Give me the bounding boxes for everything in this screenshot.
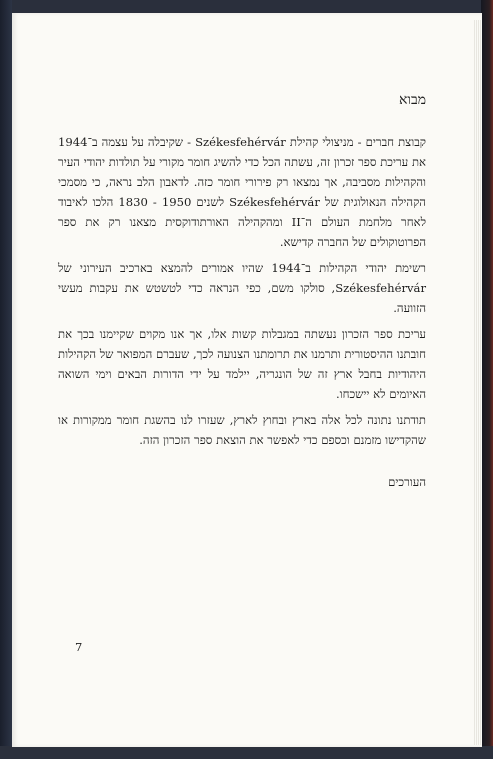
editors-signature: העורכים bbox=[388, 475, 426, 489]
section-title: מבוא bbox=[398, 92, 426, 108]
paragraph-1: קבוצת חברים - מניצולי קהילת Székesfehérvár - שקיבלה על עצמה ב־1944 את עריכת ספר זכרון זה, עשתה הכל כדי להשיג חומר מקורי על תולדות יהודי העיר והקהילות מסביבה, אך נמצאו רק פירורי חומר כזה. לדאבון הלב נראה, כי מסמכי הקהילה הנאולוגית של Székesfehérvár לשנים 1950 - 1830 הלכו לאיבוד לאחר מלחמת העולם ה־II ומהקהילה האורתודוקסית מצאנו רק את ספר הפרוטוקולים של החברה קדישא. bbox=[58, 135, 426, 249]
page-number: 7 bbox=[75, 640, 83, 654]
paragraph-4: תודתנו נתונה לכל אלה בארץ ובחוץ לארץ, שעזרו לנו בהשגת חומר ממקורות או שהקדישו מזמנם וכספם כדי לאפשר את הוצאת ספר הזכרון הזה. bbox=[58, 413, 426, 447]
scan-background-bottom bbox=[0, 746, 493, 759]
page-stack-edge bbox=[474, 20, 481, 745]
paragraph-3: עריכת ספר הזכרון נעשתה במגבלות קשות אלו, אך אנו מקוים שקיימנו בכך את חובתנו ההיסטורית ותרמנו את תרומתנו הצנועה לכך, שעברם המפואר של הקהילות היהודיות בחבל ארץ זה של הונגריה, יילמד על ידי הדורות הבאים וימי השואה האיומים לא יישכחו. bbox=[58, 327, 426, 401]
book-spine bbox=[481, 0, 493, 759]
paragraph-2: רשימת יהודי הקהילות ב־1944 שהיו אמורים להמצא בארכיב העירוני של Székesfehérvár, סולקו משם, כפי הנראה כדי לטשטש את עקבות מעשי הזוועה. bbox=[58, 261, 426, 315]
scan-background-top bbox=[0, 0, 493, 14]
book-cover-left-edge bbox=[0, 0, 12, 759]
page-content bbox=[58, 90, 426, 492]
